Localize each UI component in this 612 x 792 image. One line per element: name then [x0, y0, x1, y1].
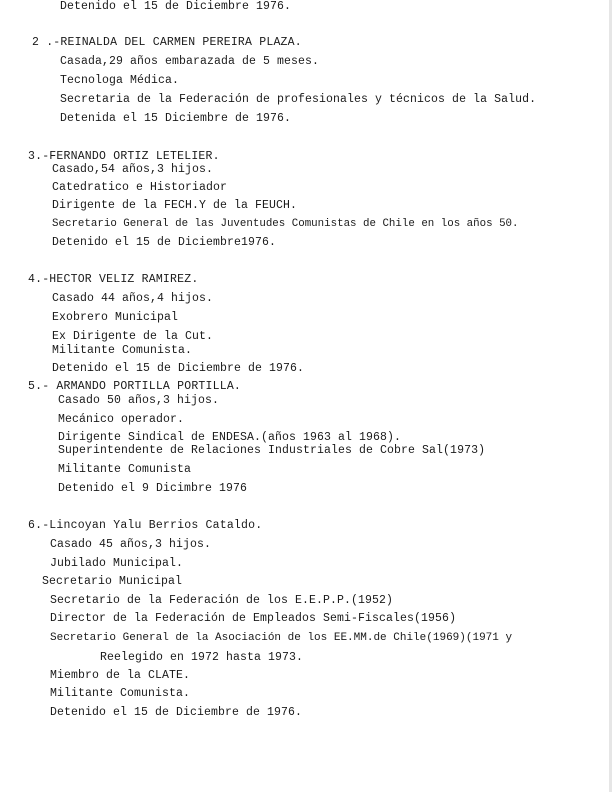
- entry-6-line-9: Militante Comunista.: [50, 687, 191, 700]
- entry-3-line-5: Detenido el 15 de Diciembre1976.: [52, 236, 277, 249]
- entry-6-heading: 6.-Lincoyan Yalu Berrios Cataldo.: [28, 519, 263, 532]
- entry-2-line-3: Secretaria de la Federación de profesionales y técnicos de la Salud.: [60, 93, 537, 106]
- entry-3-line-1: Casado,54 años,3 hijos.: [52, 163, 214, 176]
- entry-4-heading: 4.-HECTOR VELIZ RAMIREZ.: [28, 273, 199, 286]
- entry-4-line-5: Detenido el 15 de Diciembre de 1976.: [52, 362, 305, 375]
- entry-4-line-4: Militante Comunista.: [52, 344, 193, 357]
- entry-5-line-6: Detenido el 9 Dicimbre 1976: [58, 482, 248, 495]
- entry-5-line-5: Militante Comunista: [58, 463, 192, 476]
- entry-5-line-1: Casado 50 años,3 hijos.: [58, 394, 220, 407]
- entry-6-line-7: Reelegido en 1972 hasta 1973.: [100, 651, 304, 664]
- entry-3-heading: 3.-FERNANDO ORTIZ LETELIER.: [28, 150, 220, 163]
- entry-2-line-2: Tecnologa Médica.: [60, 74, 180, 87]
- entry-6-line-3: Secretario Municipal: [42, 575, 183, 588]
- intro-detention-line: Detenido el 15 de Diciembre 1976.: [60, 0, 292, 13]
- entry-4-line-3: Ex Dirigente de la Cut.: [52, 330, 214, 343]
- entry-6-line-10: Detenido el 15 de Diciembre de 1976.: [50, 706, 303, 719]
- entry-6-line-6: Secretario General de la Asociación de los EE.MM.de Chile(1969)(1971 y: [50, 632, 513, 644]
- entry-2-line-4: Detenida el 15 Diciembre de 1976.: [60, 112, 292, 125]
- entry-2-line-1: Casada,29 años embarazada de 5 meses.: [60, 55, 320, 68]
- entry-2-heading: 2 .-REINALDA DEL CARMEN PEREIRA PLAZA.: [32, 36, 302, 49]
- entry-5-line-4: Superintendente de Relaciones Industriales de Cobre Sal(1973): [58, 444, 486, 457]
- entry-5-line-3: Dirigente Sindical de ENDESA.(años 1963 al 1968).: [58, 431, 402, 444]
- entry-3-line-3: Dirigente de la FECH.Y de la FEUCH.: [52, 199, 298, 212]
- entry-6-line-8: Miembro de la CLATE.: [50, 669, 191, 682]
- entry-6-line-4: Secretario de la Federación de los E.E.P.P.(1952): [50, 594, 394, 607]
- entry-3-line-2: Catedratico e Historiador: [52, 181, 228, 194]
- entry-6-line-5: Director de la Federación de Empleados Semi-Fiscales(1956): [50, 612, 457, 625]
- entry-3-line-4: Secretario General de las Juventudes Comunistas de Chile en los años 50.: [52, 218, 519, 230]
- entry-6-line-1: Casado 45 años,3 hijos.: [50, 538, 212, 551]
- entry-5-line-2: Mecánico operador.: [58, 413, 185, 426]
- entry-5-heading: 5.- ARMANDO PORTILLA PORTILLA.: [28, 380, 242, 393]
- entry-4-line-2: Exobrero Municipal: [52, 311, 179, 324]
- entry-4-line-1: Casado 44 años,4 hijos.: [52, 292, 214, 305]
- entry-6-line-2: Jubilado Municipal.: [50, 557, 184, 570]
